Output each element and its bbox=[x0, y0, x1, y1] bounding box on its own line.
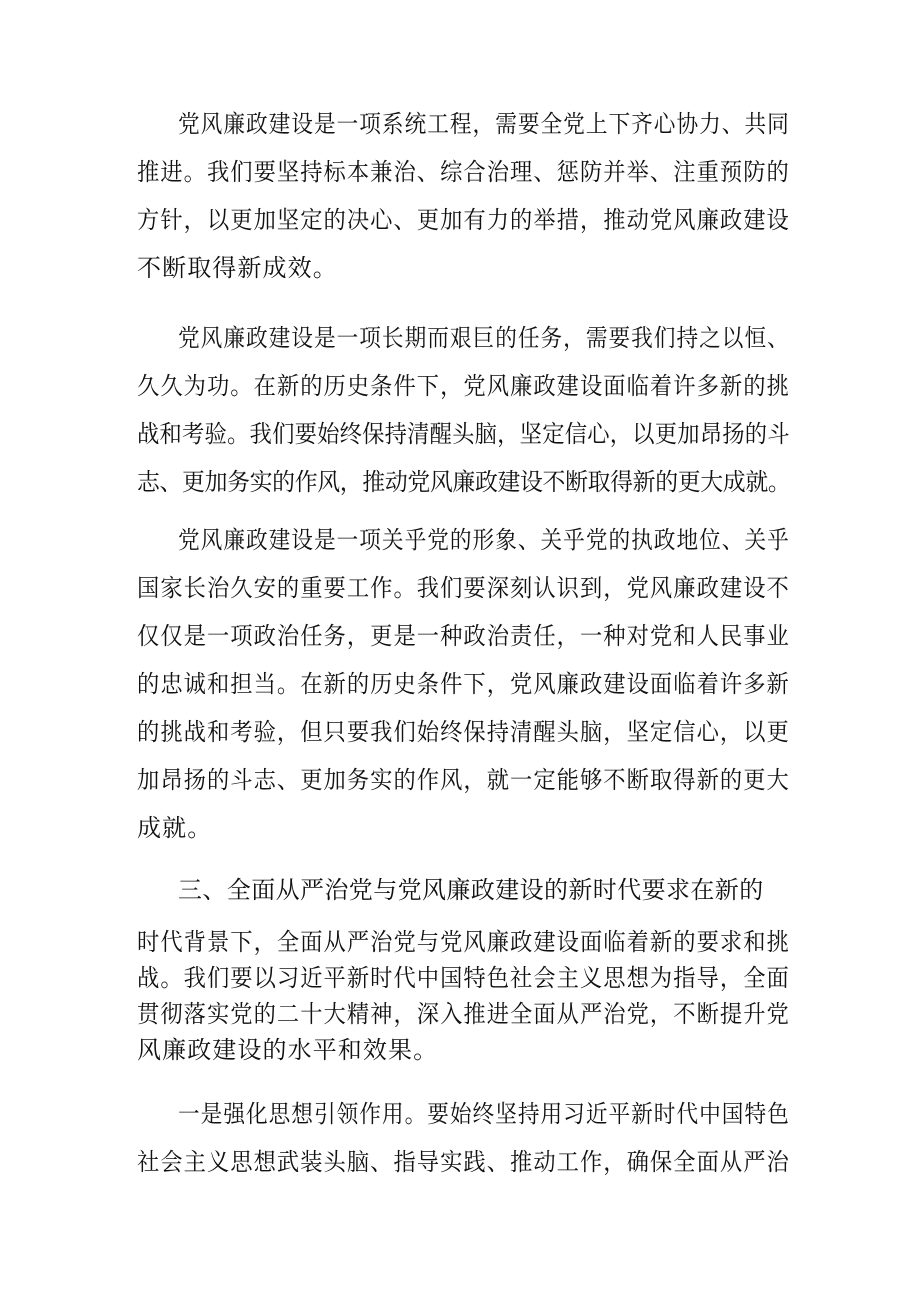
paragraph-4-line-1: 时代背景下，全面从严治党与党风廉政建设面临着新的要求和挑 bbox=[137, 928, 790, 956]
paragraph-5-line-2: 社会主义思想武装头脑、指导实践、推动工作，确保全面从严治 bbox=[137, 1148, 790, 1176]
section-heading: 三、全面从严治党与党风廉政建设的新时代要求在新的 bbox=[178, 876, 764, 904]
paragraph-1-line-4: 不断取得新成效。 bbox=[137, 254, 338, 282]
paragraph-2-line-2: 久久为功。在新的历史条件下，党风廉政建设面临着许多新的挑 bbox=[137, 372, 790, 400]
paragraph-1-line-2: 推进。我们要坚持标本兼治、综合治理、惩防并举、注重预防的 bbox=[137, 158, 790, 186]
paragraph-2-line-4: 志、更加务实的作风，推动党风廉政建设不断取得新的更大成就。 bbox=[137, 468, 791, 496]
paragraph-1-line-1: 党风廉政建设是一项系统工程，需要全党上下齐心协力、共同 bbox=[178, 110, 790, 138]
paragraph-2-line-3: 战和考验。我们要始终保持清醒头脑，坚定信心，以更加昂扬的斗 bbox=[137, 420, 790, 448]
paragraph-3-line-6: 加昂扬的斗志、更加务实的作风，就一定能够不断取得新的更大 bbox=[137, 766, 790, 794]
paragraph-2-line-1: 党风廉政建设是一项长期而艰巨的任务，需要我们持之以恒、 bbox=[178, 324, 790, 352]
paragraph-1-line-3: 方针，以更加坚定的决心、更加有力的举措，推动党风廉政建设 bbox=[137, 206, 790, 234]
paragraph-3-line-1: 党风廉政建设是一项关乎党的形象、关乎党的执政地位、关乎 bbox=[178, 526, 790, 554]
paragraph-4-line-4: 风廉政建设的水平和效果。 bbox=[137, 1036, 439, 1064]
paragraph-4-line-2: 战。我们要以习近平新时代中国特色社会主义思想为指导，全面 bbox=[137, 964, 790, 992]
paragraph-3-line-3: 仅仅是一项政治任务，更是一种政治责任，一种对党和人民事业 bbox=[137, 622, 790, 650]
paragraph-4-line-3: 贯彻落实党的二十大精神，深入推进全面从严治党，不断提升党 bbox=[137, 1000, 790, 1028]
paragraph-3-line-5: 的挑战和考验，但只要我们始终保持清醒头脑，坚定信心，以更 bbox=[137, 718, 790, 746]
paragraph-3-line-7: 成就。 bbox=[137, 814, 213, 842]
paragraph-3-line-2: 国家长治久安的重要工作。我们要深刻认识到，党风廉政建设不 bbox=[137, 574, 790, 602]
paragraph-3-line-4: 的忠诚和担当。在新的历史条件下，党风廉政建设面临着许多新 bbox=[137, 670, 790, 698]
paragraph-5-line-1: 一是强化思想引领作用。要始终坚持用习近平新时代中国特色 bbox=[178, 1100, 790, 1128]
